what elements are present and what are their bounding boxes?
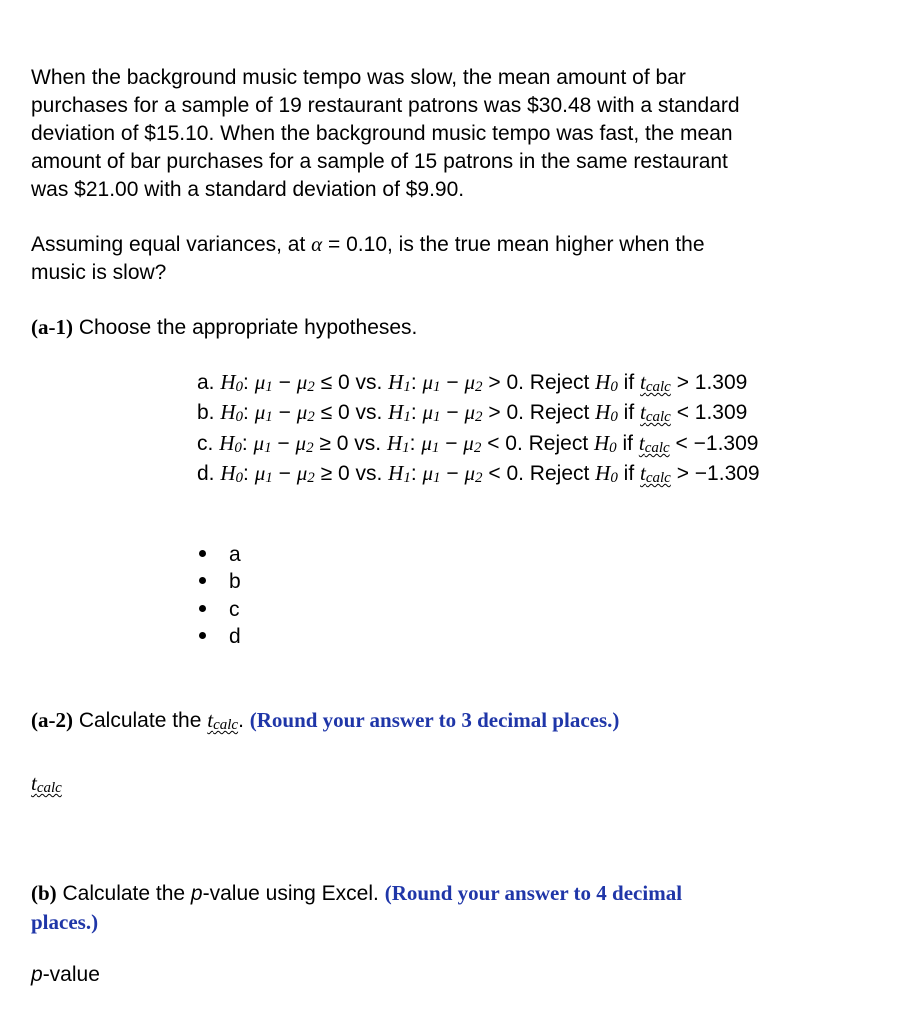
option-letter: c. — [197, 432, 214, 455]
option-letter: d. — [197, 462, 215, 485]
tcalc-answer-label — [31, 769, 62, 802]
h1-relation: < — [488, 462, 501, 485]
critical-value: 1.309 — [694, 401, 748, 424]
problem-line: was $21.00 with a standard deviation of $9.90. — [31, 178, 465, 201]
hypothesis-option: c. H0: μ1 − μ2 ≥ 0 vs. H1: μ1 − μ2 < 0. Reject H0 if tcalc < −1.309 — [197, 431, 759, 456]
choice-item-a[interactable] — [199, 542, 241, 568]
part-a2-heading: (a-2) Calculate the tcalc. (Round your answer to 3 decimal places.) — [31, 708, 620, 733]
bullet-icon — [199, 577, 206, 584]
choice-label: c — [229, 598, 240, 621]
rounding-instruction: places.) — [31, 910, 99, 934]
choice-item-d[interactable] — [199, 624, 241, 650]
h0-relation: ≥ — [319, 432, 331, 455]
choice-label: d — [229, 625, 241, 648]
problem-line: deviation of $15.10. When the background music tempo was fast, the mean — [31, 122, 733, 145]
option-letter: a. — [197, 371, 215, 394]
reject-relation: > — [676, 371, 689, 394]
choice-label: a — [229, 543, 241, 566]
part-label: (a-1) — [31, 315, 73, 339]
choice-item-c[interactable] — [199, 597, 240, 623]
h0-relation: ≤ — [320, 401, 333, 424]
reject-relation: < — [675, 432, 688, 455]
critical-value: −1.309 — [694, 462, 760, 485]
rounding-instruction: (Round your answer to 3 decimal places.) — [249, 708, 620, 732]
reject-relation: > — [676, 462, 689, 485]
bullet-icon — [199, 632, 206, 639]
part-b-heading: (b) Calculate the p-value using Excel. (Round your answer to 4 decimal places.) — [31, 881, 683, 934]
part-a1-heading: (a-1) Choose the appropriate hypotheses. — [31, 315, 418, 339]
choice-item-b[interactable] — [199, 569, 241, 595]
critical-value: 1.309 — [694, 371, 748, 394]
rounding-instruction: (Round your answer to 4 decimal — [384, 881, 683, 905]
problem-line: When the background music tempo was slow, the mean amount of bar — [31, 66, 686, 89]
h1-relation: > — [488, 401, 501, 424]
bullet-icon — [199, 550, 206, 557]
choice-label: b — [229, 570, 241, 593]
option-letter: b. — [197, 401, 215, 424]
part-label: (b) — [31, 881, 57, 905]
problem-line: purchases for a sample of 19 restaurant patrons was $30.48 with a standard — [31, 94, 740, 117]
critical-value: −1.309 — [693, 432, 759, 455]
part-label: (a-2) — [31, 708, 73, 732]
question-text: Assuming equal variances, at α = 0.10, is the true mean higher when the music is slow? — [31, 232, 705, 284]
p-value-answer-label: p-value — [31, 963, 100, 986]
h0-relation: ≥ — [320, 462, 333, 485]
hypothesis-option: b. H0: μ1 − μ2 ≤ 0 vs. H1: μ1 − μ2 > 0. Reject H0 if tcalc < 1.309 — [197, 400, 748, 425]
tcalc-label: tcalc — [31, 771, 62, 796]
problem-line: amount of bar purchases for a sample of 15 patrons in the same restaurant — [31, 150, 728, 173]
tcalc-symbol: tcalc — [207, 708, 239, 733]
hypothesis-option: d. H0: μ1 − μ2 ≥ 0 vs. H1: μ1 − μ2 < 0. Reject H0 if tcalc > −1.309 — [197, 461, 760, 486]
problem-statement — [31, 64, 740, 204]
hypothesis-option: a. H0: μ1 − μ2 ≤ 0 vs. H1: μ1 − μ2 > 0. Reject H0 if tcalc > 1.309 — [197, 370, 748, 395]
h0-relation: ≤ — [320, 371, 333, 394]
bullet-icon — [199, 605, 206, 612]
h1-relation: > — [488, 371, 501, 394]
h1-relation: < — [487, 432, 500, 455]
alpha-symbol: α — [311, 232, 323, 256]
reject-relation: < — [676, 401, 689, 424]
